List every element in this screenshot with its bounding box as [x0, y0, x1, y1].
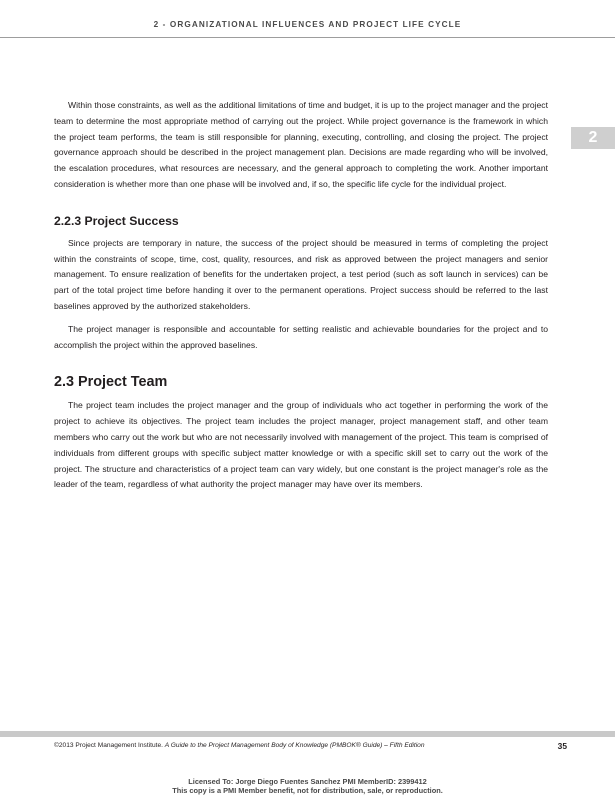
license-line-1: Licensed To: Jorge Diego Fuentes Sanchez PMI MemberID: 2399412 — [188, 777, 427, 786]
project-team-paragraph-1: The project team includes the project manager and the group of individuals who act together in performing the work of the project to achieve its objectives. The project team includes the project manager, project management staff, and other team members who carry out the work but who are not necessarily involved with management of the project. This team is comprised of individuals from different groups with specific subject matter knowledge or with a specific skill set to carry out the work of the project. The structure and characteristics of a project team can vary widely, but one constant is the project manager's role as the leader of the team, regardless of what authority the project manager may have over its members. — [54, 400, 548, 490]
header-divider — [0, 37, 615, 38]
page-header — [0, 0, 615, 38]
page-number: 35 — [557, 741, 567, 751]
copyright-prefix: ©2013 Project Management Institute. — [54, 742, 165, 749]
section-heading-project-success: 2.2.3 Project Success — [54, 213, 179, 228]
license-notice — [0, 778, 615, 795]
footer-band — [0, 731, 615, 737]
copyright-book-title: A Guide to the Project Management Body of Knowledge (PMBOK® Guide) – Fifth Edition — [164, 742, 425, 749]
chapter-tab: 2 — [571, 127, 615, 149]
footer-copyright — [54, 742, 425, 749]
running-header-title: 2 - ORGANIZATIONAL INFLUENCES AND PROJECT LIFE CYCLE — [153, 20, 462, 29]
project-success-paragraph-1: Since projects are temporary in nature, the success of the project should be measured in terms of completing the project within the constraints of scope, time, cost, quality, resources, and risk as approved between the project managers and senior management. To ensure realization of benefits for the undertaken project, a test period (such as soft launch in services) can be part of the total project time before handing it over to the permanent operations. Project success should be referred to the last baselines approved by the authorized stakeholders. — [54, 237, 548, 311]
page-body — [54, 98, 548, 500]
intro-paragraph: Within those constraints, as well as the additional limitations of time and budget, it is up to the project manager and the project team to determine the most appropriate method of carrying out the project. While project governance is the framework in which the project team performs, the team is still responsible for planning, executing, controlling, and closing the project. The project governance approach should be described in the project management plan. Decisions are made regarding who will be involved, the escalation procedures, what resources are necessary, and the general approach to completing the work. Another important consideration is whether more than one phase will be involved and, if so, the specific life cycle for the individual project. — [54, 100, 548, 189]
project-success-paragraph-2: The project manager is responsible and accountable for setting realistic and achievable boundaries for the project and to accomplish the project within the approved baselines. — [54, 323, 548, 350]
section-heading-project-team: 2.3 Project Team — [54, 374, 168, 391]
license-line-2: This copy is a PMI Member benefit, not for distribution, sale, or reproduction. — [172, 785, 443, 795]
